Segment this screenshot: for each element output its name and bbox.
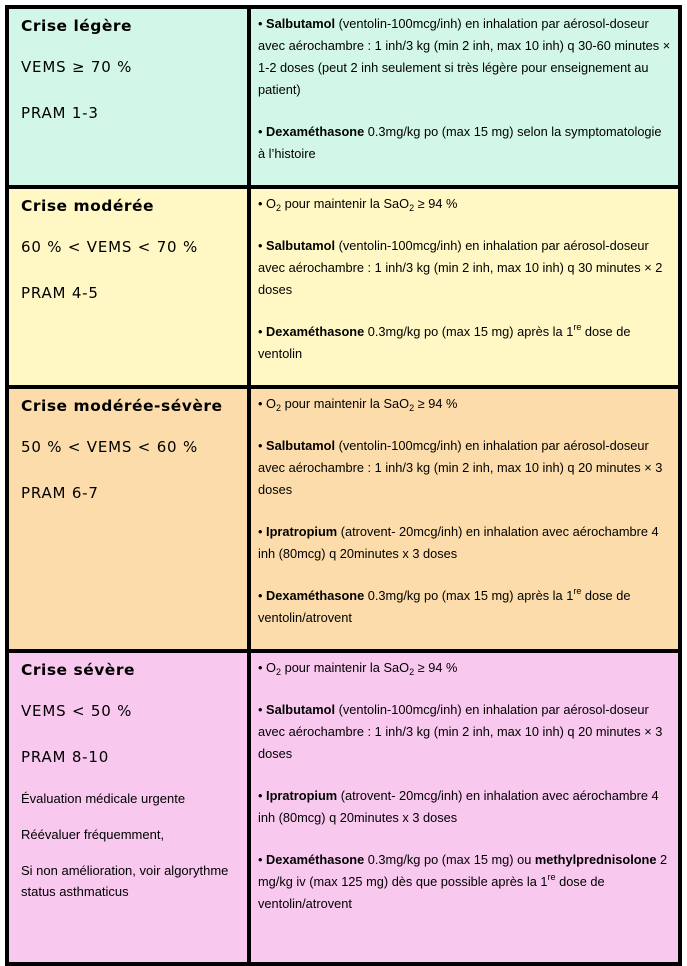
note-algorithm: Si non amélioration, voir algorythme status asthmaticus xyxy=(21,863,229,899)
drug-name: Dexaméthasone xyxy=(266,324,365,339)
vems-value: VEMS < 50 % xyxy=(21,702,133,720)
vems-value: VEMS ≥ 70 % xyxy=(21,58,133,76)
treatment-item: • Ipratropium (atrovent- 20mcg/inh) en inhalation avec aérochambre 4 inh (80mcg) q 20minutes x 3 doses xyxy=(258,788,659,825)
severity-title: Crise légère xyxy=(21,17,133,35)
drug-name: Dexaméthasone xyxy=(266,588,365,603)
treatment-cell xyxy=(249,187,680,387)
drug-name: Dexaméthasone xyxy=(266,852,365,867)
pram-score: PRAM 6-7 xyxy=(21,484,99,502)
treatment-cell xyxy=(249,651,680,964)
severity-cell xyxy=(7,651,249,964)
vems-value: 60 % < VEMS < 70 % xyxy=(21,238,199,256)
severity-cell xyxy=(7,187,249,387)
treatment-item: • Salbutamol (ventolin-100mcg/inh) en inhalation par aérosol-doseur avec aérochambre : 1 inh/3 kg (min 2 inh, max 10 inh) q 30 minutes × 2 doses xyxy=(258,238,663,297)
row-crise-legere xyxy=(7,7,680,187)
drug-name: Ipratropium xyxy=(266,524,338,539)
vems-value: 50 % < VEMS < 60 % xyxy=(21,438,199,456)
treatment-item: • Dexaméthasone 0.3mg/kg po (max 15 mg) après la 1re dose de ventolin xyxy=(258,322,631,361)
severity-title: Crise modérée xyxy=(21,197,155,215)
note-reevaluate: Réévaluer fréquemment, xyxy=(21,827,165,842)
note-urgent: Évaluation médicale urgente xyxy=(21,791,186,806)
treatment-item-oxygen: • $O_2$ pour maintenir la SaO$_2$ ≥ 94 % xyxy=(258,396,458,413)
drug-name: Salbutamol xyxy=(266,438,336,453)
row-crise-moderee xyxy=(7,187,680,387)
treatment-item: • Salbutamol (ventolin-100mcg/inh) en inhalation par aérosol-doseur avec aérochambre : 1 inh/3 kg (min 2 inh, max 10 inh) q 30-60 minutes × 1-2 doses (peut 2 inh seulement si très légère pour enseignement au patient) xyxy=(258,16,671,97)
drug-name: Salbutamol xyxy=(266,702,336,717)
treatment-item: • Dexaméthasone 0.3mg/kg po (max 15 mg) après la 1re dose de ventolin/atrovent xyxy=(258,586,631,625)
treatment-item-oxygen: • $O_2$ pour maintenir la SaO$_2$ ≥ 94 % xyxy=(258,660,458,677)
severity-title: Crise sévère xyxy=(21,661,135,679)
treatment-cell xyxy=(249,387,680,651)
severity-title: Crise modérée-sévère xyxy=(21,397,223,415)
drug-name: Salbutamol xyxy=(266,238,336,253)
drug-name-alt: methylprednisolone xyxy=(534,852,657,867)
drug-name: Dexaméthasone xyxy=(266,124,365,139)
treatment-item: • Dexaméthasone 0.3mg/kg po (max 15 mg) ou methylprednisolone 2 mg/kg iv (max 125 mg) dès que possible après la 1re dose de ventolin/atrovent xyxy=(258,852,668,911)
pram-score: PRAM 1-3 xyxy=(21,104,99,122)
drug-name: Ipratropium xyxy=(266,788,338,803)
pram-score: PRAM 4-5 xyxy=(21,284,99,302)
treatment-item: • Salbutamol (ventolin-100mcg/inh) en inhalation par aérosol-doseur avec aérochambre : 1 inh/3 kg (min 2 inh, max 10 inh) q 20 minutes × 3 doses xyxy=(258,438,663,497)
treatment-item-oxygen: • $O_2$ pour maintenir la SaO$_2$ ≥ 94 % xyxy=(258,196,458,213)
treatment-table xyxy=(5,5,682,966)
row-crise-moderee-severe xyxy=(7,387,680,651)
pram-score: PRAM 8-10 xyxy=(21,748,110,766)
row-crise-severe xyxy=(7,651,680,964)
drug-name: Salbutamol xyxy=(266,16,336,31)
treatment-item: • Salbutamol (ventolin-100mcg/inh) en inhalation par aérosol-doseur avec aérochambre : 1 inh/3 kg (min 2 inh, max 10 inh) q 20 minutes × 3 doses xyxy=(258,702,663,761)
treatment-cell xyxy=(249,7,680,187)
severity-cell xyxy=(7,7,249,187)
treatment-item: • Ipratropium (atrovent- 20mcg/inh) en inhalation avec aérochambre 4 inh (80mcg) q 20minutes x 3 doses xyxy=(258,524,659,561)
severity-cell xyxy=(7,387,249,651)
treatment-item: • Dexaméthasone 0.3mg/kg po (max 15 mg) selon la symptomatologie à l’histoire xyxy=(258,124,662,161)
